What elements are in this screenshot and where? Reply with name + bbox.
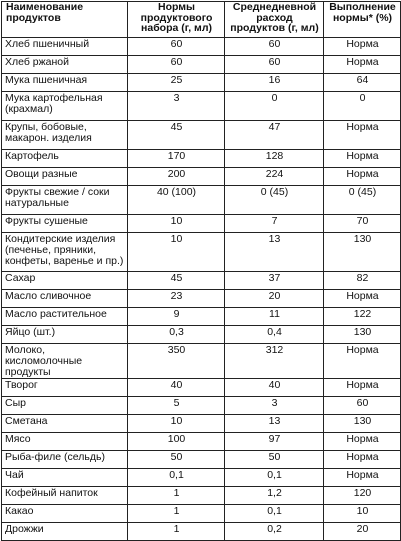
header-product-name: Наименование продуктов: [2, 2, 128, 38]
cell-norm: 10: [128, 415, 225, 433]
table-row: [2, 379, 401, 397]
cell-product: Картофель: [2, 150, 128, 168]
cell-fulfillment: Норма: [324, 451, 401, 469]
cell-fulfillment: 0: [324, 92, 401, 121]
cell-consumption: 20: [225, 290, 324, 308]
table-row: [2, 121, 401, 150]
cell-norm: 100: [128, 433, 225, 451]
cell-norm: 45: [128, 121, 225, 150]
cell-fulfillment: Норма: [324, 344, 401, 379]
cell-fulfillment: Норма: [324, 379, 401, 397]
cell-norm: 40: [128, 379, 225, 397]
cell-consumption: 0 (45): [225, 186, 324, 215]
cell-norm: 200: [128, 168, 225, 186]
cell-product: Яйцо (шт.): [2, 326, 128, 344]
cell-fulfillment: 10: [324, 505, 401, 523]
table-row: [2, 56, 401, 74]
cell-consumption: 13: [225, 415, 324, 433]
cell-product: Овощи разные: [2, 168, 128, 186]
product-norms-table: [1, 1, 401, 541]
cell-product: Сахар: [2, 272, 128, 290]
cell-product: Масло сливочное: [2, 290, 128, 308]
cell-consumption: 0,1: [225, 505, 324, 523]
cell-fulfillment: 130: [324, 326, 401, 344]
cell-fulfillment: 120: [324, 487, 401, 505]
cell-norm: 10: [128, 215, 225, 233]
cell-product: Мука пшеничная: [2, 74, 128, 92]
cell-consumption: 13: [225, 233, 324, 272]
cell-fulfillment: 60: [324, 397, 401, 415]
table-row: [2, 397, 401, 415]
cell-consumption: 47: [225, 121, 324, 150]
cell-fulfillment: Норма: [324, 56, 401, 74]
table-row: [2, 186, 401, 215]
cell-consumption: 11: [225, 308, 324, 326]
cell-product: Фрукты свежие / соки натуральные: [2, 186, 128, 215]
table-body: [2, 38, 401, 541]
table-row: [2, 451, 401, 469]
table-row: [2, 38, 401, 56]
table-row: [2, 290, 401, 308]
cell-product: Масло растительное: [2, 308, 128, 326]
cell-consumption: 312: [225, 344, 324, 379]
cell-norm: 40 (100): [128, 186, 225, 215]
table-row: [2, 308, 401, 326]
cell-norm: 0,1: [128, 469, 225, 487]
cell-consumption: 60: [225, 38, 324, 56]
cell-product: Какао: [2, 505, 128, 523]
cell-norm: 25: [128, 74, 225, 92]
cell-norm: 5: [128, 397, 225, 415]
cell-consumption: 40: [225, 379, 324, 397]
table-row: [2, 487, 401, 505]
cell-fulfillment: 130: [324, 415, 401, 433]
cell-fulfillment: Норма: [324, 168, 401, 186]
cell-product: Дрожжи: [2, 523, 128, 541]
cell-norm: 60: [128, 38, 225, 56]
cell-product: Хлеб ржаной: [2, 56, 128, 74]
cell-norm: 3: [128, 92, 225, 121]
table-row: [2, 168, 401, 186]
table-row: [2, 415, 401, 433]
cell-consumption: 1,2: [225, 487, 324, 505]
cell-consumption: 60: [225, 56, 324, 74]
table-row: [2, 74, 401, 92]
cell-norm: 60: [128, 56, 225, 74]
cell-norm: 10: [128, 233, 225, 272]
header-norm: Нормы продуктового набора (г, мл): [128, 2, 225, 38]
cell-fulfillment: Норма: [324, 121, 401, 150]
table-row: [2, 326, 401, 344]
header-fulfillment: Выполнение нормы* (%): [324, 2, 401, 38]
cell-consumption: 128: [225, 150, 324, 168]
table-row: [2, 233, 401, 272]
cell-product: Рыба-филе (сельдь): [2, 451, 128, 469]
cell-fulfillment: 70: [324, 215, 401, 233]
cell-consumption: 3: [225, 397, 324, 415]
cell-norm: 50: [128, 451, 225, 469]
table-row: [2, 272, 401, 290]
table-row: [2, 150, 401, 168]
cell-fulfillment: Норма: [324, 150, 401, 168]
header-row: [2, 2, 401, 38]
cell-fulfillment: 64: [324, 74, 401, 92]
cell-norm: 1: [128, 505, 225, 523]
cell-norm: 9: [128, 308, 225, 326]
table-row: [2, 344, 401, 379]
table-row: [2, 433, 401, 451]
cell-product: Хлеб пшеничный: [2, 38, 128, 56]
cell-fulfillment: 122: [324, 308, 401, 326]
cell-product: Кондитерские изделия (печенье, пряники, конфеты, варенье и пр.): [2, 233, 128, 272]
cell-product: Сметана: [2, 415, 128, 433]
cell-norm: 350: [128, 344, 225, 379]
cell-product: Мясо: [2, 433, 128, 451]
cell-product: Кофейный напиток: [2, 487, 128, 505]
cell-consumption: 0: [225, 92, 324, 121]
cell-fulfillment: Норма: [324, 433, 401, 451]
cell-fulfillment: Норма: [324, 469, 401, 487]
cell-product: Творог: [2, 379, 128, 397]
table-row: [2, 215, 401, 233]
cell-consumption: 0,1: [225, 469, 324, 487]
cell-consumption: 0,2: [225, 523, 324, 541]
cell-fulfillment: 82: [324, 272, 401, 290]
cell-norm: 1: [128, 523, 225, 541]
table-header: [2, 2, 401, 38]
table-row: [2, 469, 401, 487]
cell-consumption: 50: [225, 451, 324, 469]
cell-fulfillment: Норма: [324, 290, 401, 308]
table-row: [2, 523, 401, 541]
cell-fulfillment: 130: [324, 233, 401, 272]
cell-fulfillment: 20: [324, 523, 401, 541]
cell-product: Сыр: [2, 397, 128, 415]
cell-product: Мука картофельная (крахмал): [2, 92, 128, 121]
cell-consumption: 0,4: [225, 326, 324, 344]
cell-consumption: 7: [225, 215, 324, 233]
cell-consumption: 224: [225, 168, 324, 186]
cell-consumption: 37: [225, 272, 324, 290]
table-row: [2, 505, 401, 523]
cell-consumption: 97: [225, 433, 324, 451]
cell-fulfillment: 0 (45): [324, 186, 401, 215]
cell-product: Молоко, кисломолочные продукты: [2, 344, 128, 379]
cell-fulfillment: Норма: [324, 38, 401, 56]
table-row: [2, 92, 401, 121]
cell-norm: 0,3: [128, 326, 225, 344]
cell-consumption: 16: [225, 74, 324, 92]
cell-product: Фрукты сушеные: [2, 215, 128, 233]
cell-norm: 170: [128, 150, 225, 168]
header-consumption: Среднедневной расход продуктов (г, мл): [225, 2, 324, 38]
cell-product: Крупы, бобовые, макарон. изделия: [2, 121, 128, 150]
cell-norm: 45: [128, 272, 225, 290]
cell-product: Чай: [2, 469, 128, 487]
cell-norm: 1: [128, 487, 225, 505]
cell-norm: 23: [128, 290, 225, 308]
